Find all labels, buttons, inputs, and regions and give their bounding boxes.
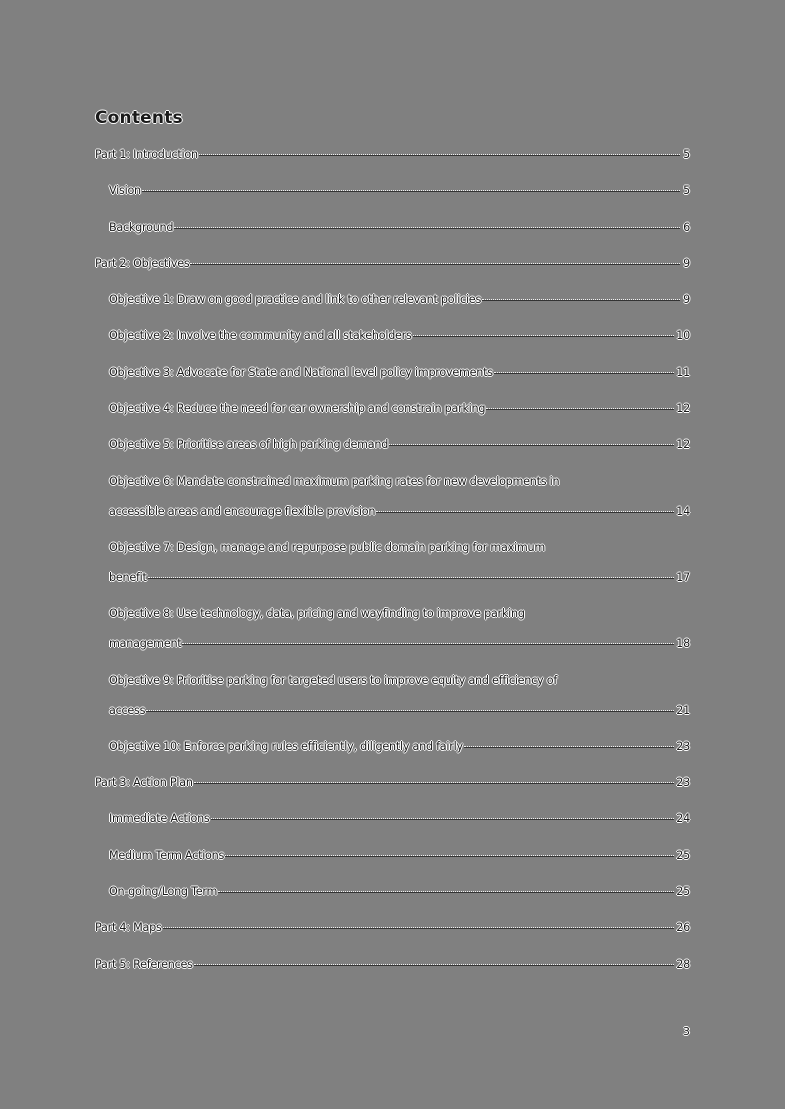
toc-entry-objective-2[interactable] (95, 321, 690, 351)
toc-entry-objective-5[interactable] (95, 430, 690, 460)
toc-entry-text: On-going/Long Term (109, 885, 218, 899)
toc-entry-text: Immediate Actions (109, 812, 210, 826)
dot-leader (190, 263, 680, 264)
toc-entry-text-line1: Objective 6: Mandate constrained maximum parking rates for new developments in (109, 474, 560, 488)
toc-entry-part-2[interactable] (95, 249, 690, 279)
dot-leader (146, 710, 674, 711)
toc-entry-text: Part 1: Introduction (95, 148, 198, 161)
dot-leader (413, 335, 675, 336)
toc-entry-objective-3[interactable] (95, 358, 690, 388)
dot-leader (225, 855, 674, 856)
dot-leader (199, 154, 680, 155)
toc-entry-objective-10[interactable] (95, 732, 690, 762)
toc-entry-text: Medium Term Actions (109, 848, 225, 862)
toc-entry-page: 25 (676, 885, 690, 899)
toc-entry-page: 26 (676, 921, 690, 935)
toc-entry-objective-1[interactable] (95, 285, 690, 315)
dot-leader (194, 782, 675, 783)
contents-title: Contents (95, 108, 183, 129)
toc-entry-background[interactable] (95, 213, 690, 243)
toc-entry-text: Objective 5: Prioritise areas of high parking demand (109, 438, 389, 452)
toc-entry-page: 17 (676, 570, 690, 584)
toc-entry-text-line1: Objective 8: Use technology, data, pricing and wayfinding to improve parking (109, 607, 525, 621)
toc-entry-text: Objective 10: Enforce parking rules efficiently, diligently and fairly (109, 739, 463, 753)
toc-entry-page: 9 (683, 293, 690, 307)
dot-leader (194, 964, 675, 965)
toc-entry-text: benefit (109, 570, 147, 584)
dot-leader (218, 891, 674, 892)
toc-entry-page: 18 (676, 637, 690, 651)
toc-entry-page: 12 (676, 438, 690, 452)
dot-leader (182, 643, 674, 644)
toc-entry-medium-term-actions[interactable] (95, 841, 690, 871)
toc-entry-text: Objective 4: Reduce the need for car ownership and constrain parking (109, 402, 486, 416)
dot-leader (376, 511, 674, 512)
toc-entry-page: 11 (676, 365, 690, 379)
toc-entry-page: 10 (676, 329, 690, 343)
toc-entry-objective-8[interactable] (95, 599, 690, 659)
toc-entry-objective-6[interactable] (95, 467, 690, 527)
toc-entry-ongoing-long-term[interactable] (95, 877, 690, 907)
toc-entry-text: Part 2: Objectives (95, 256, 190, 270)
toc-entry-vision[interactable] (95, 176, 690, 206)
toc-entry-text: Part 3: Action Plan (95, 776, 193, 790)
toc-entry-page: 12 (676, 402, 690, 416)
toc-entry-page: 5 (683, 184, 690, 198)
toc-entry-page: 5 (683, 148, 690, 161)
toc-entry-page: 9 (683, 256, 690, 270)
toc-entry-part-3[interactable] (95, 768, 690, 798)
toc-entry-text-line1: Objective 9: Prioritise parking for targeted users to improve equity and efficiency of (109, 673, 558, 687)
toc-entry-text: accessible areas and encourage flexible provision (109, 504, 376, 518)
toc-entry-immediate-actions[interactable] (95, 804, 690, 834)
toc-entry-text: Part 5: References (95, 957, 193, 971)
toc-entry-text: access (109, 703, 146, 717)
dot-leader (211, 818, 675, 819)
toc-entry-page: 28 (676, 957, 690, 971)
toc-entry-text-line1: Objective 7: Design, manage and repurpose public domain parking for maximum (109, 540, 545, 554)
dot-leader (494, 372, 674, 373)
dot-leader (486, 408, 674, 409)
toc-entry-page: 24 (676, 812, 690, 826)
toc-entry-page: 25 (676, 848, 690, 862)
dot-leader (148, 577, 675, 578)
toc-entry-objective-9[interactable] (95, 666, 690, 726)
dot-leader (464, 746, 674, 747)
dot-leader (163, 927, 675, 928)
toc-entry-text: Part 4: Maps (95, 921, 162, 935)
dot-leader (389, 444, 674, 445)
toc-entry-text: Vision (109, 184, 141, 198)
toc-entry-page: 23 (676, 739, 690, 753)
dot-leader (482, 299, 680, 300)
toc-entry-page: 23 (676, 776, 690, 790)
toc-entry-page: 14 (676, 504, 690, 518)
toc-entry-text: Objective 3: Advocate for State and National level policy improvements (109, 365, 493, 379)
toc-entry-text: management (109, 637, 182, 651)
toc-entry-page: 6 (683, 220, 690, 234)
toc-entry-page: 21 (676, 703, 690, 717)
table-of-contents (95, 140, 690, 986)
toc-entry-part-1[interactable] (95, 140, 690, 170)
dot-leader (142, 190, 680, 191)
toc-entry-text: Background (109, 220, 174, 234)
toc-entry-part-5[interactable] (95, 950, 690, 980)
toc-entry-text: Objective 1: Draw on good practice and link to other relevant policies (109, 293, 482, 307)
page-number: 3 (683, 1025, 690, 1038)
toc-entry-objective-4[interactable] (95, 394, 690, 424)
toc-entry-text: Objective 2: Involve the community and all stakeholders (109, 329, 412, 343)
dot-leader (174, 227, 680, 228)
toc-entry-objective-7[interactable] (95, 533, 690, 593)
toc-entry-part-4[interactable] (95, 913, 690, 943)
